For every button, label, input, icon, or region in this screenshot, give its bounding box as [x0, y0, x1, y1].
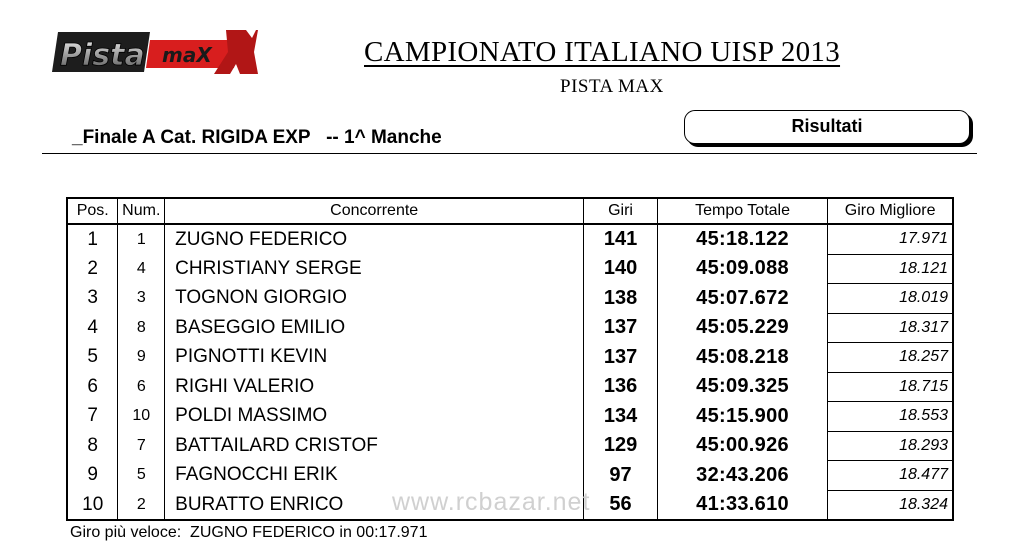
table-row — [67, 254, 953, 284]
cell-total-time: 45:05.229 — [657, 313, 827, 343]
cell-total-time: 45:07.672 — [657, 284, 827, 314]
cell-name: PIGNOTTI KEVIN — [165, 343, 584, 373]
cell-best-lap: 18.019 — [828, 284, 953, 314]
cell-total-time: 45:15.900 — [657, 402, 827, 432]
logo-text-max: maX — [162, 43, 212, 67]
cell-num: 5 — [118, 461, 165, 491]
col-header-total: Tempo Totale — [657, 198, 827, 224]
cell-pos: 7 — [67, 402, 118, 432]
table-row — [67, 224, 953, 254]
cell-num: 9 — [118, 343, 165, 373]
cell-total-time: 32:43.206 — [657, 461, 827, 491]
cell-laps: 138 — [584, 284, 658, 314]
table-row — [67, 461, 953, 491]
fastest-lap-note: Giro più veloce: ZUGNO FEDERICO in 00:17.971 — [70, 524, 428, 541]
cell-laps: 137 — [584, 343, 658, 373]
cell-best-lap: 18.553 — [828, 402, 953, 432]
cell-best-lap: 18.477 — [828, 461, 953, 491]
cell-num: 2 — [118, 490, 165, 520]
cell-pos: 6 — [67, 372, 118, 402]
table-row — [67, 372, 953, 402]
cell-num: 8 — [118, 313, 165, 343]
col-header-name: Concorrente — [165, 198, 584, 224]
cell-laps: 134 — [584, 402, 658, 432]
cell-num: 6 — [118, 372, 165, 402]
cell-total-time: 45:09.325 — [657, 372, 827, 402]
cell-laps: 136 — [584, 372, 658, 402]
cell-name: BATTAILARD CRISTOF — [165, 431, 584, 461]
logo-text-pista: Pista — [60, 38, 145, 73]
watermark: www.rcbazar.net — [392, 488, 591, 516]
cell-best-lap: 18.257 — [828, 343, 953, 373]
table-row — [67, 431, 953, 461]
page-subtitle: PISTA MAX — [560, 76, 664, 97]
cell-pos: 9 — [67, 461, 118, 491]
cell-best-lap: 18.324 — [828, 490, 953, 520]
cell-best-lap: 18.293 — [828, 431, 953, 461]
table-row — [67, 343, 953, 373]
col-header-pos: Pos. — [67, 198, 118, 224]
cell-pos: 2 — [67, 254, 118, 284]
cell-total-time: 45:08.218 — [657, 343, 827, 373]
cell-laps: 137 — [584, 313, 658, 343]
cell-num: 1 — [118, 224, 165, 254]
cell-best-lap: 18.121 — [828, 254, 953, 284]
cell-num: 7 — [118, 431, 165, 461]
cell-laps: 56 — [584, 490, 658, 520]
table-row — [67, 313, 953, 343]
cell-num: 4 — [118, 254, 165, 284]
table-row — [67, 284, 953, 314]
results-table — [66, 197, 954, 521]
cell-best-lap: 18.317 — [828, 313, 953, 343]
cell-total-time: 45:00.926 — [657, 431, 827, 461]
col-header-num: Num. — [118, 198, 165, 224]
pistamax-logo — [50, 28, 258, 76]
cell-name: FAGNOCCHI ERIK — [165, 461, 584, 491]
cell-laps: 140 — [584, 254, 658, 284]
cell-best-lap: 18.715 — [828, 372, 953, 402]
col-header-best: Giro Migliore — [828, 198, 953, 224]
cell-name: CHRISTIANY SERGE — [165, 254, 584, 284]
results-button[interactable]: Risultati — [684, 110, 970, 144]
table-header-row — [67, 198, 953, 224]
cell-best-lap: 17.971 — [828, 224, 953, 254]
header-divider — [42, 153, 977, 154]
cell-laps: 129 — [584, 431, 658, 461]
cell-num: 10 — [118, 402, 165, 432]
cell-name: BURATTO ENRICO — [165, 490, 584, 520]
cell-total-time: 41:33.610 — [657, 490, 827, 520]
cell-name: TOGNON GIORGIO — [165, 284, 584, 314]
race-label: _Finale A Cat. RIGIDA EXP -- 1^ Manche — [72, 127, 442, 148]
cell-pos: 5 — [67, 343, 118, 373]
cell-name: ZUGNO FEDERICO — [165, 224, 584, 254]
cell-pos: 3 — [67, 284, 118, 314]
table-row — [67, 402, 953, 432]
cell-pos: 1 — [67, 224, 118, 254]
table-row — [67, 490, 953, 520]
cell-pos: 4 — [67, 313, 118, 343]
cell-total-time: 45:18.122 — [657, 224, 827, 254]
cell-total-time: 45:09.088 — [657, 254, 827, 284]
cell-num: 3 — [118, 284, 165, 314]
cell-name: POLDI MASSIMO — [165, 402, 584, 432]
cell-laps: 97 — [584, 461, 658, 491]
cell-pos: 8 — [67, 431, 118, 461]
col-header-laps: Giri — [584, 198, 658, 224]
cell-name: RIGHI VALERIO — [165, 372, 584, 402]
page-title: CAMPIONATO ITALIANO UISP 2013 — [364, 36, 841, 68]
cell-pos: 10 — [67, 490, 118, 520]
cell-laps: 141 — [584, 224, 658, 254]
cell-name: BASEGGIO EMILIO — [165, 313, 584, 343]
